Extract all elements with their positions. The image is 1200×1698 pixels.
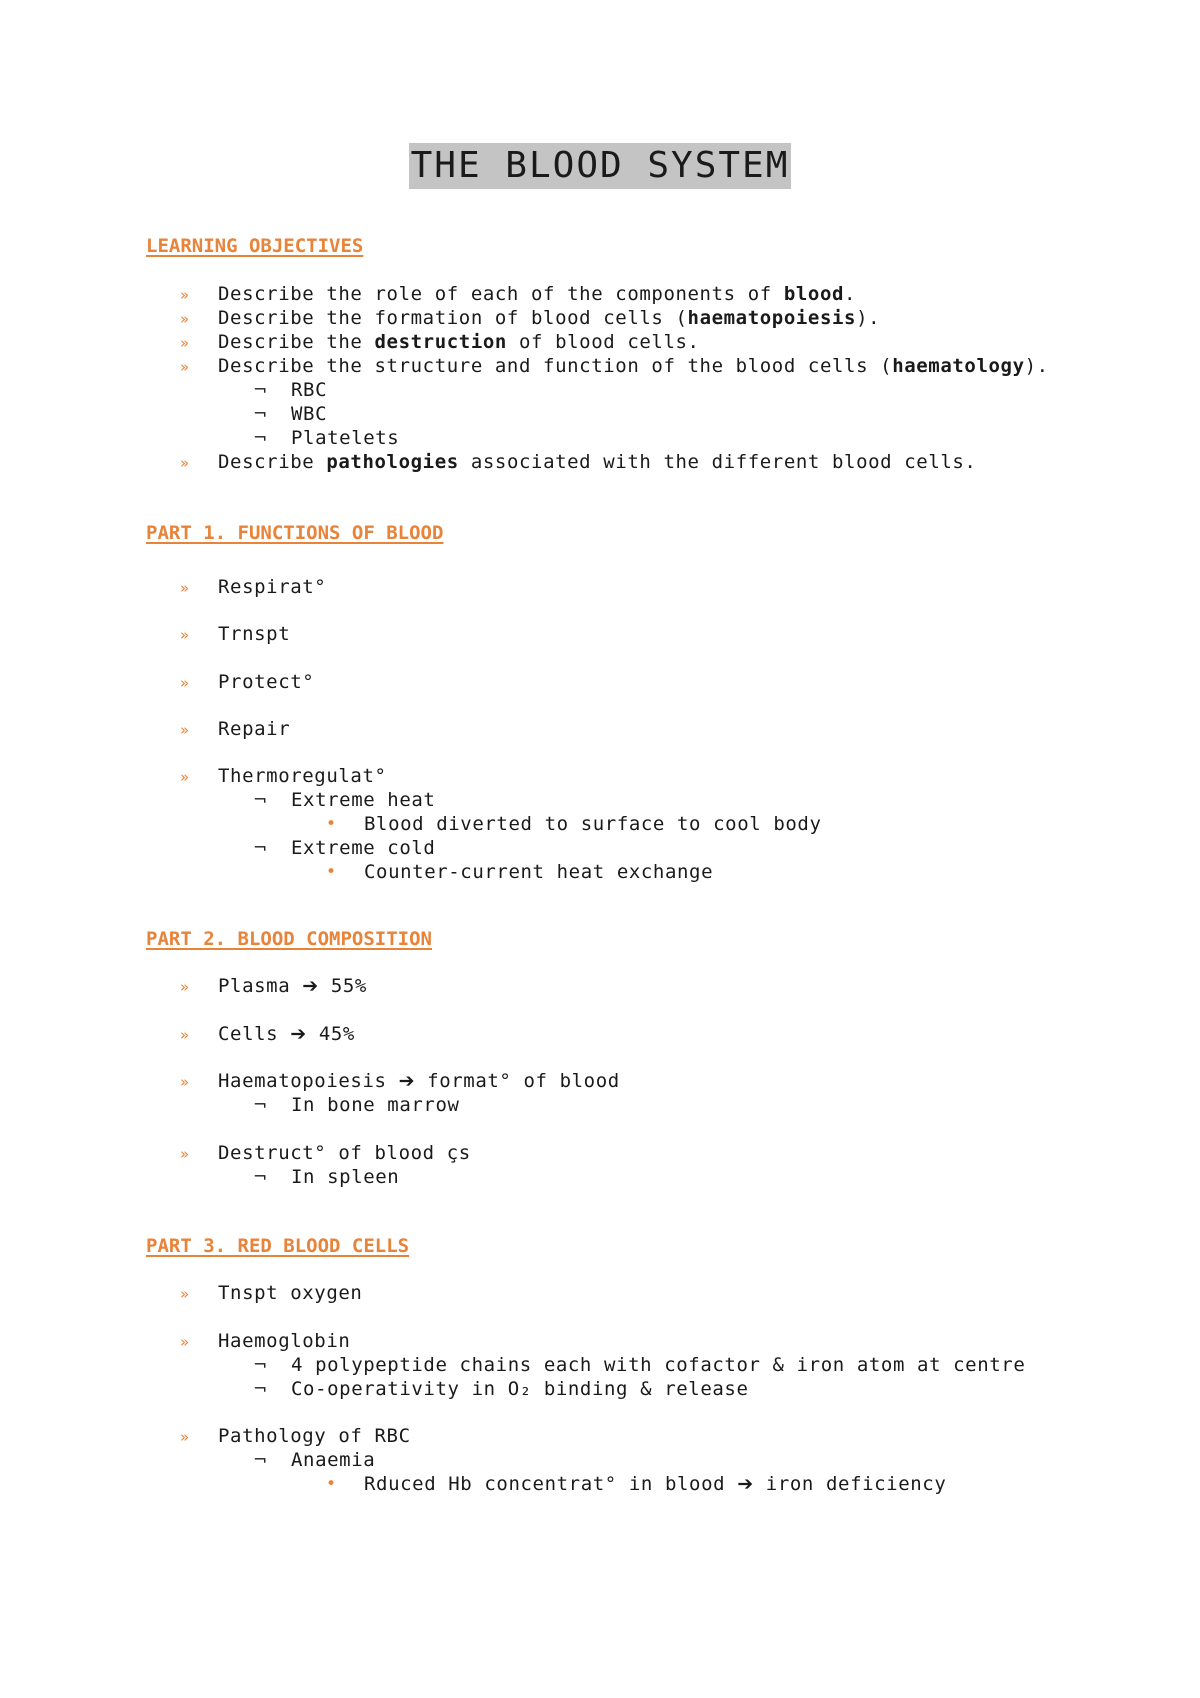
arrow-icon: ➔: [737, 1473, 754, 1495]
list-subitem: [0, 1377, 1200, 1401]
arrow-icon: ➔: [398, 1070, 416, 1092]
list-item: [0, 622, 1200, 646]
bullet-marker: »: [180, 626, 190, 644]
list-subitem: [0, 1093, 1200, 1117]
sub-bullet-marker: ¬: [253, 1355, 268, 1375]
bullet-marker: »: [180, 579, 190, 597]
composition-cells: Cells ➔ 45%: [218, 1023, 355, 1045]
dot-bullet-marker: •: [326, 862, 337, 882]
bullet-marker: »: [180, 721, 190, 739]
list-item: [0, 717, 1200, 741]
sub-bullet-marker: ¬: [253, 838, 268, 858]
objective-subitem: [0, 426, 1200, 450]
pathology-anaemia: Anaemia: [291, 1449, 376, 1471]
function-repair: Repair: [218, 718, 291, 740]
dot-bullet-marker: •: [326, 814, 337, 834]
heading-part-1: PART 1. FUNCTIONS OF BLOOD: [146, 522, 444, 544]
objective-subitem-text: WBC: [291, 403, 328, 425]
list-subitem: [0, 1165, 1200, 1189]
extreme-heat-detail: Blood diverted to surface to cool body: [364, 813, 822, 835]
extreme-cold-detail: Counter-current heat exchange: [364, 861, 714, 883]
extreme-cold: Extreme cold: [291, 837, 436, 859]
objective-item: [0, 282, 1200, 306]
anaemia-detail: Rduced Hb concentrat° in blood ➔ iron deficiency: [364, 1473, 947, 1495]
bullet-marker: »: [180, 454, 190, 472]
objective-item: [0, 330, 1200, 354]
bullet-marker: »: [180, 1073, 190, 1091]
bullet-marker: »: [180, 674, 190, 692]
heading-learning-objectives: LEARNING OBJECTIVES: [146, 235, 364, 257]
objective-item: [0, 306, 1200, 330]
list-item: [0, 1069, 1200, 1093]
list-subitem: [0, 788, 1200, 812]
bullet-marker: »: [180, 310, 190, 328]
function-respiration: Respirat°: [218, 576, 327, 598]
sub-bullet-marker: ¬: [253, 1095, 268, 1115]
composition-plasma: Plasma ➔ 55%: [218, 975, 367, 997]
bullet-marker: »: [180, 1285, 190, 1303]
sub-bullet-marker: ¬: [253, 790, 268, 810]
bullet-marker: »: [180, 1428, 190, 1446]
list-subsubitem: [0, 812, 1200, 836]
bullet-marker: »: [180, 768, 190, 786]
objective-item: [0, 354, 1200, 378]
objective-subitem: [0, 402, 1200, 426]
sub-bullet-marker: ¬: [253, 428, 268, 448]
list-item: [0, 974, 1200, 998]
sub-bullet-marker: ¬: [253, 380, 268, 400]
composition-destruction: Destruct° of blood çs: [218, 1142, 471, 1164]
bullet-marker: »: [180, 358, 190, 376]
bullet-marker: »: [180, 334, 190, 352]
bullet-marker: »: [180, 1026, 190, 1044]
composition-haematopoiesis: Haematopoiesis ➔ format° of blood: [218, 1070, 620, 1092]
function-transport: Trnspt: [218, 623, 291, 645]
objective-subitem-text: Platelets: [291, 427, 400, 449]
sub-bullet-marker: ¬: [253, 1379, 268, 1399]
heading-part-2: PART 2. BLOOD COMPOSITION: [146, 928, 432, 950]
list-item: [0, 1141, 1200, 1165]
bullet-marker: »: [180, 1333, 190, 1351]
objective-text: Describe the role of each of the components of blood.: [218, 283, 857, 305]
objective-text: Describe pathologies associated with the different blood cells.: [218, 451, 977, 473]
title-block: [0, 143, 1200, 189]
objective-text: Describe the formation of blood cells (haematopoiesis).: [218, 307, 881, 329]
list-item: [0, 1424, 1200, 1448]
extreme-heat: Extreme heat: [291, 789, 436, 811]
list-item: [0, 1022, 1200, 1046]
list-subitem: [0, 836, 1200, 860]
objective-text: Describe the destruction of blood cells.: [218, 331, 700, 353]
list-item: [0, 764, 1200, 788]
list-subsubitem: [0, 860, 1200, 884]
objective-subitem: [0, 378, 1200, 402]
heading-part-3: PART 3. RED BLOOD CELLS: [146, 1235, 410, 1257]
page-title: THE BLOOD SYSTEM: [409, 143, 792, 189]
bullet-marker: »: [180, 286, 190, 304]
sub-bullet-marker: ¬: [253, 1450, 268, 1470]
destruction-location: In spleen: [291, 1166, 400, 1188]
rbc-transport: Tnspt oxygen: [218, 1282, 363, 1304]
bullet-marker: »: [180, 978, 190, 996]
list-item: [0, 1329, 1200, 1353]
sub-bullet-marker: ¬: [253, 1167, 268, 1187]
arrow-icon: ➔: [302, 975, 319, 997]
list-item: [0, 1281, 1200, 1305]
list-subsubitem: [0, 1472, 1200, 1496]
list-subitem: [0, 1448, 1200, 1472]
list-item: [0, 575, 1200, 599]
arrow-icon: ➔: [290, 1023, 307, 1045]
haemoglobin-chains: 4 polypeptide chains each with cofactor & iron atom at centre: [291, 1354, 1026, 1376]
objective-text: Describe the structure and function of the blood cells (haematology).: [218, 355, 1049, 377]
objective-subitem-text: RBC: [291, 379, 328, 401]
objective-item: [0, 450, 1200, 474]
sub-bullet-marker: ¬: [253, 404, 268, 424]
rbc-pathology: Pathology of RBC: [218, 1425, 411, 1447]
function-thermoregulation: Thermoregulat°: [218, 765, 387, 787]
haemoglobin-cooperativity: Co-operativity in O₂ binding & release: [291, 1378, 749, 1400]
dot-bullet-marker: •: [326, 1474, 337, 1494]
list-subitem: [0, 1353, 1200, 1377]
list-item: [0, 670, 1200, 694]
rbc-haemoglobin: Haemoglobin: [218, 1330, 351, 1352]
bullet-marker: »: [180, 1145, 190, 1163]
function-protection: Protect°: [218, 671, 315, 693]
haematopoiesis-location: In bone marrow: [291, 1094, 460, 1116]
